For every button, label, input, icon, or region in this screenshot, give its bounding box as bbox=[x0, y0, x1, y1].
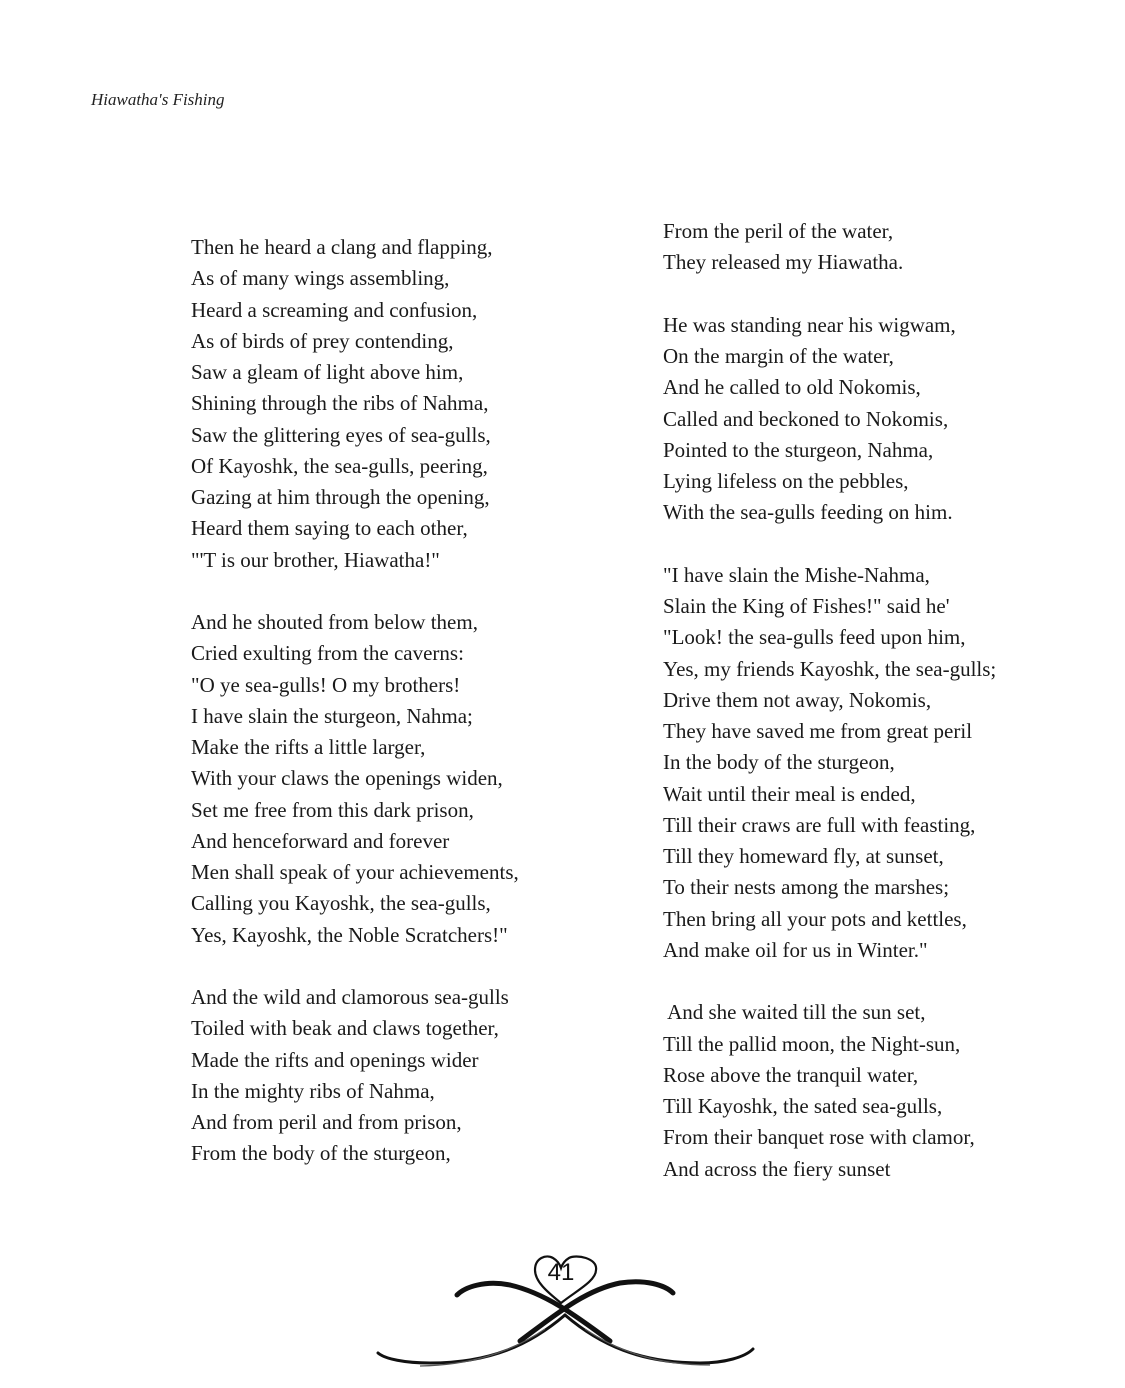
poem-line: Toiled with beak and claws together, bbox=[191, 1016, 499, 1041]
poem-line: Make the rifts a little larger, bbox=[191, 735, 426, 759]
poem-line: "O ye sea-gulls! O my brothers! bbox=[191, 672, 461, 697]
poem-line: Yes, my friends Kayoshk, the sea-gulls; bbox=[663, 656, 997, 681]
page-number: 41 bbox=[547, 1259, 575, 1286]
poem-line: As of many wings assembling, bbox=[191, 266, 450, 291]
poem-line: Cried exulting from the caverns: bbox=[191, 641, 464, 666]
poem-line: And make oil for us in Winter." bbox=[663, 937, 928, 962]
poem-line: Then bring all your pots and kettles, bbox=[663, 906, 967, 931]
poem-line: And across the fiery sunset bbox=[663, 1156, 891, 1181]
swirl-lower-left bbox=[378, 1315, 565, 1363]
poem-column-left bbox=[191, 232, 611, 1170]
poem-line: From the body of the sturgeon, bbox=[191, 1141, 451, 1166]
poem-line: Lying lifeless on the pebbles, bbox=[663, 469, 909, 493]
swirl-lower-right bbox=[565, 1315, 753, 1363]
poem-line: And from peril and from prison, bbox=[191, 1110, 462, 1134]
poem-line: "Look! the sea-gulls feed upon him, bbox=[663, 625, 966, 650]
poem-line: Set me free from this dark prison, bbox=[191, 797, 474, 822]
stanza bbox=[191, 982, 611, 1170]
stanza bbox=[191, 607, 611, 951]
poem-line: Calling you Kayoshk, the sea-gulls, bbox=[191, 891, 491, 916]
poem-line: In the mighty ribs of Nahma, bbox=[191, 1078, 435, 1103]
poem-column-right bbox=[663, 216, 1103, 1185]
poem-line: Slain the King of Fishes!" said he' bbox=[663, 594, 950, 618]
poem-line: They have saved me from great peril bbox=[663, 719, 973, 743]
poem-line: And he called to old Nokomis, bbox=[663, 375, 921, 400]
poem-line: With your claws the openings widen, bbox=[191, 766, 503, 791]
poem-line: Till Kayoshk, the sated sea-gulls, bbox=[663, 1094, 943, 1118]
poem-line: Wait until their meal is ended, bbox=[663, 781, 916, 806]
poem-line: He was standing near his wigwam, bbox=[663, 312, 956, 337]
stanza bbox=[663, 216, 1103, 279]
poem-line: Till the pallid moon, the Night-sun, bbox=[663, 1031, 961, 1056]
poem-line: They released my Hiawatha. bbox=[663, 250, 904, 275]
poem-line: Of Kayoshk, the sea-gulls, peering, bbox=[191, 453, 488, 478]
poem-line: Heard them saying to each other, bbox=[191, 516, 468, 541]
poem-line: Gazing at him through the opening, bbox=[191, 485, 490, 509]
stanza bbox=[663, 310, 1103, 529]
poem-line: Heard a screaming and confusion, bbox=[191, 297, 478, 322]
poem-line: Rose above the tranquil water, bbox=[663, 1062, 919, 1087]
poem-line: Then he heard a clang and flapping, bbox=[191, 235, 493, 259]
poem-line: I have slain the sturgeon, Nahma; bbox=[191, 703, 473, 728]
poem-line: On the margin of the water, bbox=[663, 344, 894, 368]
poem-line: And he shouted from below them, bbox=[191, 610, 478, 634]
poem-line: Till their craws are full with feasting, bbox=[663, 812, 976, 837]
poem-line: Yes, Kayoshk, the Noble Scratchers!" bbox=[191, 922, 508, 947]
poem-line: With the sea-gulls feeding on him. bbox=[663, 500, 953, 525]
stanza bbox=[663, 997, 1103, 1185]
poem-line: And henceforward and forever bbox=[191, 828, 450, 853]
poem-line: "I have slain the Mishe-Nahma, bbox=[663, 562, 930, 587]
poem-line: Drive them not away, Nokomis, bbox=[663, 687, 932, 712]
poem-line: And the wild and clamorous sea-gulls bbox=[191, 985, 509, 1009]
poem-line: From their banquet rose with clamor, bbox=[663, 1125, 975, 1150]
poem-line: "'T is our brother, Hiawatha!" bbox=[191, 547, 440, 572]
stanza bbox=[663, 560, 1103, 966]
poem-line: From the peril of the water, bbox=[663, 219, 894, 243]
poem-line: In the body of the sturgeon, bbox=[663, 750, 895, 775]
poem-line: Shining through the ribs of Nahma, bbox=[191, 391, 489, 416]
poem-line: Till they homeward fly, at sunset, bbox=[663, 844, 944, 868]
stanza bbox=[191, 232, 611, 576]
poem-line: To their nests among the marshes; bbox=[663, 875, 950, 900]
running-header: Hiawatha's Fishing bbox=[91, 90, 225, 109]
poem-line: And she waited till the sun set, bbox=[663, 1000, 926, 1025]
poem-line: Saw a gleam of light above him, bbox=[191, 360, 464, 384]
poem-line: Saw the glittering eyes of sea-gulls, bbox=[191, 422, 491, 447]
poem-line: Pointed to the sturgeon, Nahma, bbox=[663, 437, 934, 462]
poem-line: Men shall speak of your achievements, bbox=[191, 860, 519, 884]
poem-line: As of birds of prey contending, bbox=[191, 328, 454, 353]
poem-line: Called and beckoned to Nokomis, bbox=[663, 406, 949, 431]
poem-line: Made the rifts and openings wider bbox=[191, 1047, 479, 1072]
